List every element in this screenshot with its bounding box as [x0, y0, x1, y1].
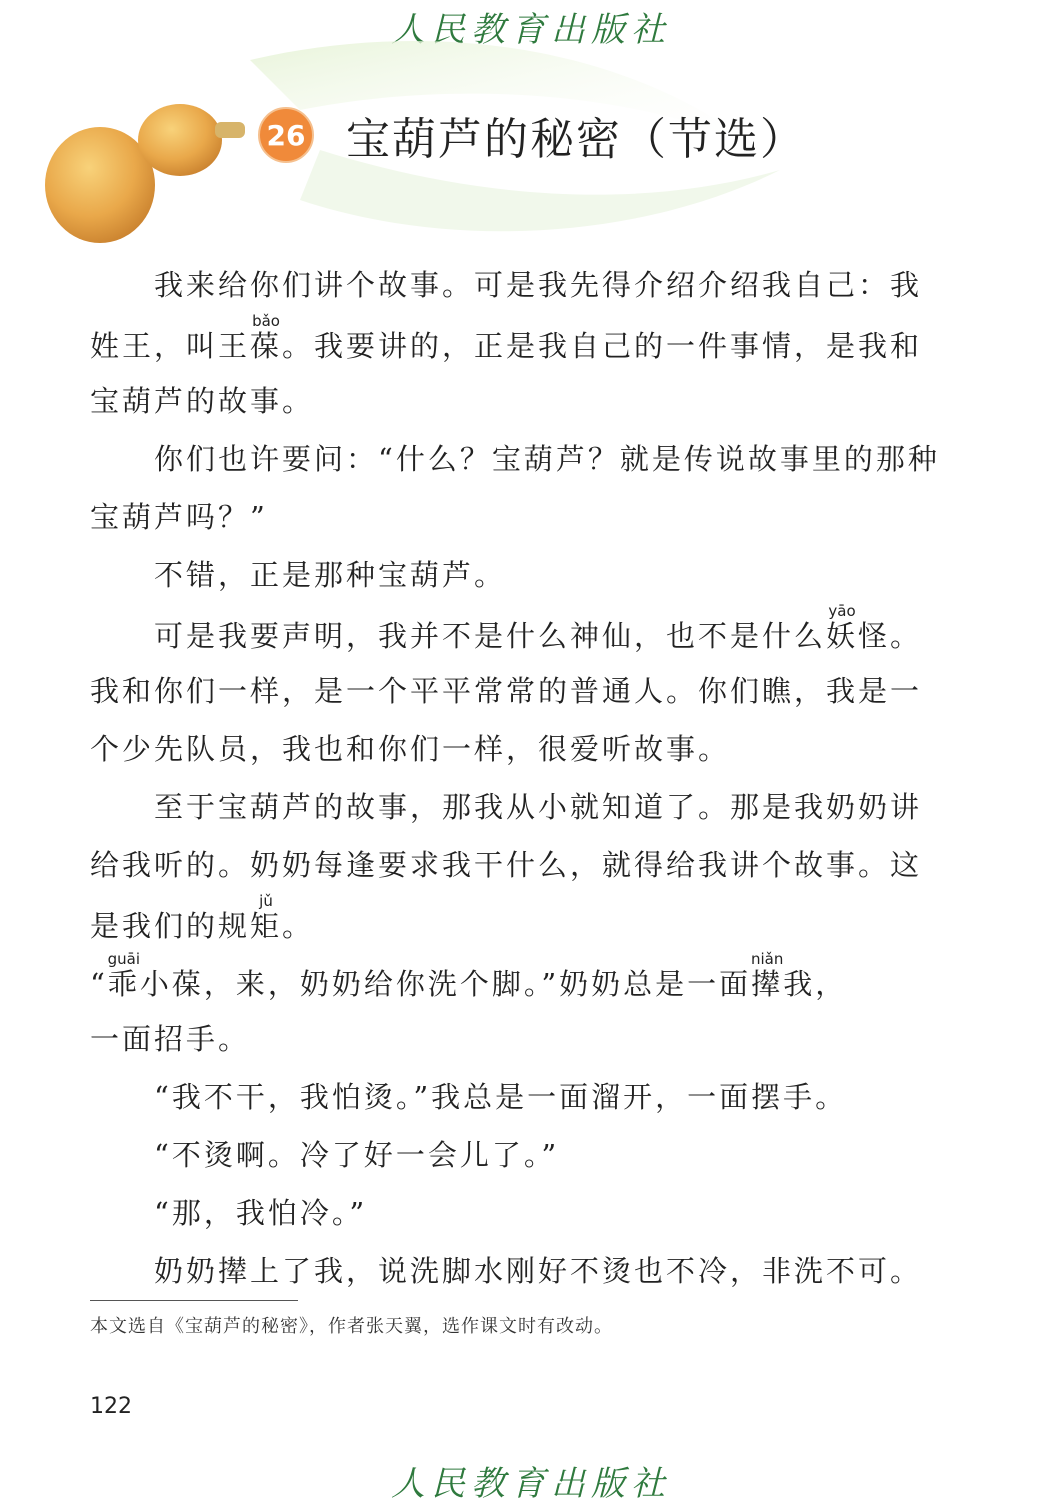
publisher-footer: 人民教育出版社	[391, 1464, 671, 1504]
text-line: “那，我怕冷。”	[154, 1196, 368, 1230]
text-line: 给我听的。奶奶每逢要求我干什么，就得给我讲个故事。这	[90, 848, 923, 882]
lesson-number-badge: 26	[258, 107, 314, 163]
text-line: 我和你们一样，是一个平平常常的普通人。你们瞧，我是一	[90, 674, 923, 708]
text-line: 宝葫芦吗？”	[90, 500, 268, 534]
footnote: 本文选自《宝葫芦的秘密》，作者张天翼，选作课文时有改动。	[90, 1316, 613, 1337]
text-line: 宝葫芦的故事。	[90, 384, 315, 418]
text-line: 你们也许要问：“什么？宝葫芦？就是传说故事里的那种	[154, 442, 940, 476]
pinyin-annotation: 乖guāi	[107, 950, 141, 1001]
text-line: “不烫啊。冷了好一会儿了。”	[154, 1138, 560, 1172]
publisher-header: 人民教育出版社	[391, 10, 671, 50]
text-line: 至于宝葫芦的故事，那我从小就知道了。那是我奶奶讲	[154, 790, 923, 824]
pinyin-annotation: 矩jǔ	[250, 892, 283, 943]
pinyin-annotation: 妖yāo	[826, 602, 859, 653]
text-line: 奶奶撵上了我，说洗脚水刚好不烫也不冷，非洗不可。	[154, 1254, 923, 1288]
text-line: 可是我要声明，我并不是什么神仙，也不是什么妖yāo怪。	[154, 602, 923, 653]
text-line: 不错，正是那种宝葫芦。	[154, 558, 507, 592]
text-line: “我不干，我怕烫。”我总是一面溜开，一面摆手。	[154, 1080, 848, 1114]
text-line: “乖guāi小葆，来，奶奶给你洗个脚。”奶奶总是一面撵niǎn我，	[90, 950, 848, 1001]
text-line: 我来给你们讲个故事。可是我先得介绍介绍我自己：我	[154, 268, 923, 302]
text-line: 姓王，叫王葆bǎo。我要讲的，正是我自己的一件事情，是我和	[90, 312, 923, 363]
page-number: 122	[90, 1394, 132, 1419]
text-line: 一面招手。	[90, 1022, 251, 1056]
text-line: 个少先队员，我也和你们一样，很爱听故事。	[90, 732, 731, 766]
lesson-title: 宝葫芦的秘密（节选）	[346, 114, 806, 165]
pinyin-annotation: 葆bǎo	[250, 312, 283, 363]
footnote-divider	[90, 1300, 298, 1301]
pinyin-annotation: 撵niǎn	[751, 950, 784, 1001]
lesson-title-block	[258, 103, 806, 167]
text-line: 是我们的规矩jǔ。	[90, 892, 315, 943]
